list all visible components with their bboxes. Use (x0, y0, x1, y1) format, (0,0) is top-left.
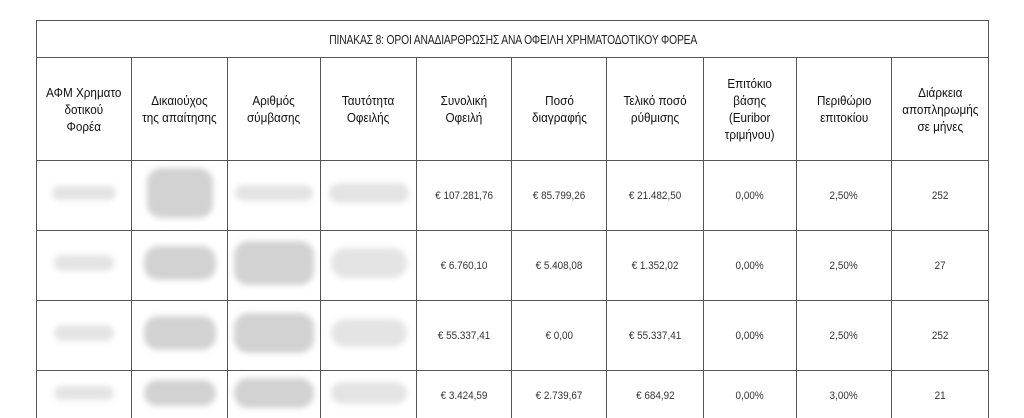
total-debt-value: € 55.337,41 (437, 329, 491, 342)
header-lender-tax-id-text: ΑΦΜ Χρηματο δοτικού Φορέα (46, 84, 122, 134)
header-claim-holder (132, 58, 228, 161)
redaction-blur (144, 316, 216, 350)
final-amount-value: € 55.337,41 (628, 329, 682, 342)
duration-cell (892, 371, 989, 418)
margin-value: 2,50% (829, 189, 859, 202)
final-amount-value: € 21.482,50 (628, 189, 682, 202)
duration-cell (892, 161, 989, 231)
table-row (37, 371, 989, 418)
base-rate-cell (704, 161, 797, 231)
header-total-debt (417, 58, 512, 161)
redacted-cell (37, 231, 132, 301)
header-margin (797, 58, 892, 161)
redaction-blur (54, 255, 114, 271)
redacted-cell (321, 371, 417, 418)
header-base-rate (704, 58, 797, 161)
redaction-blur (235, 185, 313, 201)
duration-value: 252 (931, 189, 949, 202)
header-duration (892, 58, 989, 161)
write-off-value: € 85.799,26 (532, 189, 586, 202)
write-off-cell (512, 301, 607, 371)
final-amount-cell (607, 161, 704, 231)
final-amount-cell (607, 371, 704, 418)
write-off-cell (512, 371, 607, 418)
base-rate-value: 0,00% (735, 389, 765, 402)
write-off-value: € 5.408,08 (535, 259, 583, 272)
header-write-off (512, 58, 607, 161)
table-title (94, 21, 932, 58)
margin-value: 2,50% (829, 259, 859, 272)
margin-value: 3,00% (829, 389, 859, 402)
duration-cell (892, 301, 989, 371)
final-amount-value: € 1.352,02 (631, 259, 679, 272)
duration-cell (892, 231, 989, 301)
base-rate-cell (704, 231, 797, 301)
total-debt-cell (417, 371, 512, 418)
base-rate-value: 0,00% (735, 329, 765, 342)
header-duration-text: Διάρκεια αποπληρωμής σε μήνες (901, 84, 979, 134)
final-amount-cell (607, 301, 704, 371)
write-off-cell (512, 161, 607, 231)
margin-value: 2,50% (829, 329, 859, 342)
redacted-cell (132, 231, 228, 301)
total-debt-cell (417, 301, 512, 371)
header-row (37, 58, 989, 161)
redaction-blur (54, 386, 114, 400)
total-debt-value: € 3.424,59 (440, 389, 488, 402)
redacted-cell (228, 231, 321, 301)
redacted-cell (228, 301, 321, 371)
redacted-cell (321, 231, 417, 301)
restructuring-table (36, 20, 989, 418)
header-debt-id-text: Ταυτότητα Οφειλής (342, 93, 395, 125)
redaction-blur (147, 168, 213, 218)
duration-value: 27 (934, 259, 946, 272)
redacted-cell (132, 301, 228, 371)
total-debt-cell (417, 231, 512, 301)
redacted-cell (37, 161, 132, 231)
redaction-blur (331, 248, 407, 278)
redacted-cell (37, 371, 132, 418)
write-off-cell (512, 231, 607, 301)
table-row (37, 301, 989, 371)
redacted-cell (228, 371, 321, 418)
redacted-cell (37, 301, 132, 371)
table-title-text: ΠΙΝΑΚΑΣ 8: ΟΡΟΙ ΑΝΑΔΙΑΡΘΡΩΣΗΣ ΑΝΑ ΟΦΕΙΛΗ ΧΡΗΜΑΤΟΔΟΤΙΚΟΥ ΦΟΡΕΑ (328, 31, 697, 47)
redaction-blur (144, 380, 216, 406)
write-off-value: € 0,00 (545, 329, 573, 342)
header-contract-number (228, 58, 321, 161)
total-debt-cell (417, 161, 512, 231)
final-amount-value: € 684,92 (635, 389, 675, 402)
base-rate-cell (704, 301, 797, 371)
header-base-rate-text: Επιτόκιο βάσης (Euribor τριμήνου) (725, 76, 775, 142)
restructuring-table-container (36, 20, 988, 418)
header-final-amount (607, 58, 704, 161)
redaction-blur (329, 183, 409, 203)
redaction-blur (234, 241, 314, 285)
margin-cell (797, 301, 892, 371)
redaction-blur (52, 186, 116, 200)
redacted-cell (132, 371, 228, 418)
header-contract-number-text: Αριθμός σύμβασης (247, 93, 301, 125)
redacted-cell (321, 161, 417, 231)
total-debt-value: € 107.281,76 (435, 189, 493, 202)
header-debt-id (321, 58, 417, 161)
margin-cell (797, 371, 892, 418)
header-total-debt-text: Συνολική Οφειλή (440, 93, 488, 125)
header-margin-text: Περιθώριο επιτοκίου (816, 93, 872, 125)
header-write-off-text: Ποσό διαγραφής (531, 93, 587, 125)
redaction-blur (331, 319, 407, 347)
base-rate-value: 0,00% (735, 259, 765, 272)
table-row (37, 161, 989, 231)
header-claim-holder-text: Δικαιούχος της απαίτησης (142, 93, 217, 125)
redacted-cell (228, 161, 321, 231)
base-rate-value: 0,00% (735, 189, 765, 202)
duration-value: 21 (934, 389, 946, 402)
base-rate-cell (704, 371, 797, 418)
table-row (37, 231, 989, 301)
redaction-blur (144, 246, 216, 280)
redaction-blur (54, 325, 114, 341)
header-final-amount-text: Τελικό ποσό ρύθμισης (623, 93, 687, 125)
redaction-blur (234, 378, 314, 408)
margin-cell (797, 161, 892, 231)
redaction-blur (331, 382, 407, 404)
header-lender-tax-id (37, 58, 132, 161)
write-off-value: € 2.739,67 (535, 389, 583, 402)
redacted-cell (321, 301, 417, 371)
final-amount-cell (607, 231, 704, 301)
redaction-blur (234, 313, 314, 353)
total-debt-value: € 6.760,10 (440, 259, 488, 272)
redacted-cell (132, 161, 228, 231)
duration-value: 252 (931, 329, 949, 342)
margin-cell (797, 231, 892, 301)
